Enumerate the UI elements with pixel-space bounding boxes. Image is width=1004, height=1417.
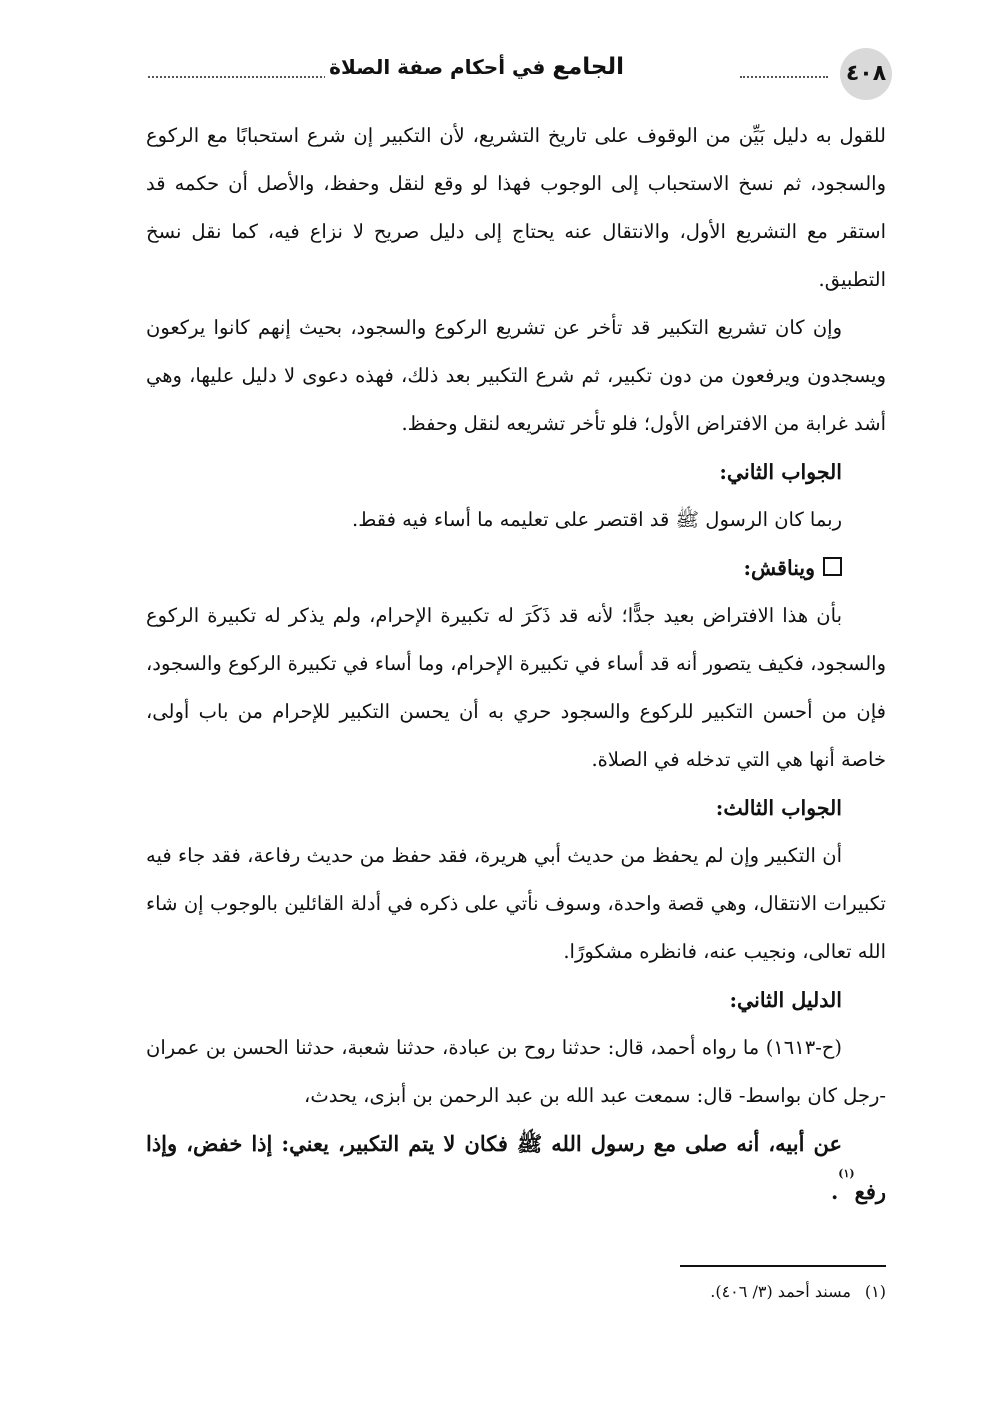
discussion-heading [146,544,886,592]
paragraph: أن التكبير وإن لم يحفظ من حديث أبي هريرة، فقد حفظ من حديث رفاعة، فقد جاء فيه تكبيرات الانتقال، وهي قصة واحدة، وسوف نأتي على ذكره في أدلة القائلين بالوجوب إن شاء الله تعالى، ونجيب عنه، فانظره مشكورًا. [146,844,886,963]
paragraph: بأن هذا الافتراض بعيد جدًّا؛ لأنه قد ذَكَرَ له تكبيرة الإحرام، ولم يذكر له تكبيرة الركوع والسجود، فكيف يتصور أنه قد أساء في تكبيرة الإحرام، وما أساء في تكبيرة الركوع والسجود، فإن من أحسن التكبير للركوع والسجود حري به أن يحسن التكبير للإحرام من باب أولى، خاصة أنها هي التي تدخله في الصلاة. [146,604,886,771]
footnote-number: (١) [864,1282,886,1301]
paragraph: للقول به دليل بَيِّن من الوقوف على تاريخ التشريع، لأن التكبير إن شرع استحبابًا مع الركوع والسجود، ثم نسخ الاستحباب إلى الوجوب فهذا لو وقع لنقل وحفظ، والأصل أن حكمه قد استقر مع التشريع الأول، والانتقال عنه يحتاج إلى دليل صريح لا نزاع فيه، كما نقل نسخ التطبيق. [146,124,886,291]
footnote-text: مسند أحمد (٣/ ٤٠٦). [710,1282,851,1301]
page-number: ٤٠٨ [840,48,892,100]
header-dotted-rule-right [740,76,828,78]
checkbox-square-icon [823,557,842,576]
page-body [146,112,886,1216]
running-title-rest: في أحكام صفة الصلاة [329,55,546,79]
paragraph: وإن كان تشريع التكبير قد تأخر عن تشريع الركوع والسجود، بحيث إنهم كانوا يركعون ويسجدون ويرفعون من دون تكبير، ثم شرع التكبير بعد ذلك، فهذه دعوى لا دليل عليها، وهي أشد غرابة من الافتراض الأول؛ فلو تأخر تشريعه لنقل وحفظ. [146,316,886,435]
section-heading: الجواب الثالث: [715,796,842,820]
hadith-quote [146,1120,886,1216]
section-heading: الدليل الثاني: [729,988,842,1012]
page-header [140,42,892,102]
paragraph: (ح-١٦١٣) ما رواه أحمد، قال: حدثنا روح بن عبادة، حدثنا شعبة، حدثنا الحسن بن عمران -رجل كان بواسط- قال: سمعت عبد الله بن عبد الرحمن بن أبزى، يحدث، [146,1036,886,1107]
running-title [325,54,628,80]
paragraph: ربما كان الرسول ﷺ قد اقتصر على تعليمه ما أساء فيه فقط. [352,508,842,531]
footnote-marker[interactable]: (١) [838,1167,855,1180]
running-title-main: الجامع [552,54,624,80]
hadith-quote-end: . [830,1179,839,1204]
section-heading: الجواب الثاني: [719,460,842,484]
footnote-separator [680,1265,886,1267]
footnote [146,1280,886,1304]
hadith-quote-text: عن أبيه، أنه صلى مع رسول الله ﷺ فكان لا يتم التكبير، يعني: إذا خفض، وإذا رفع [146,1131,886,1204]
discussion-heading-label: ويناقش: [743,556,815,580]
